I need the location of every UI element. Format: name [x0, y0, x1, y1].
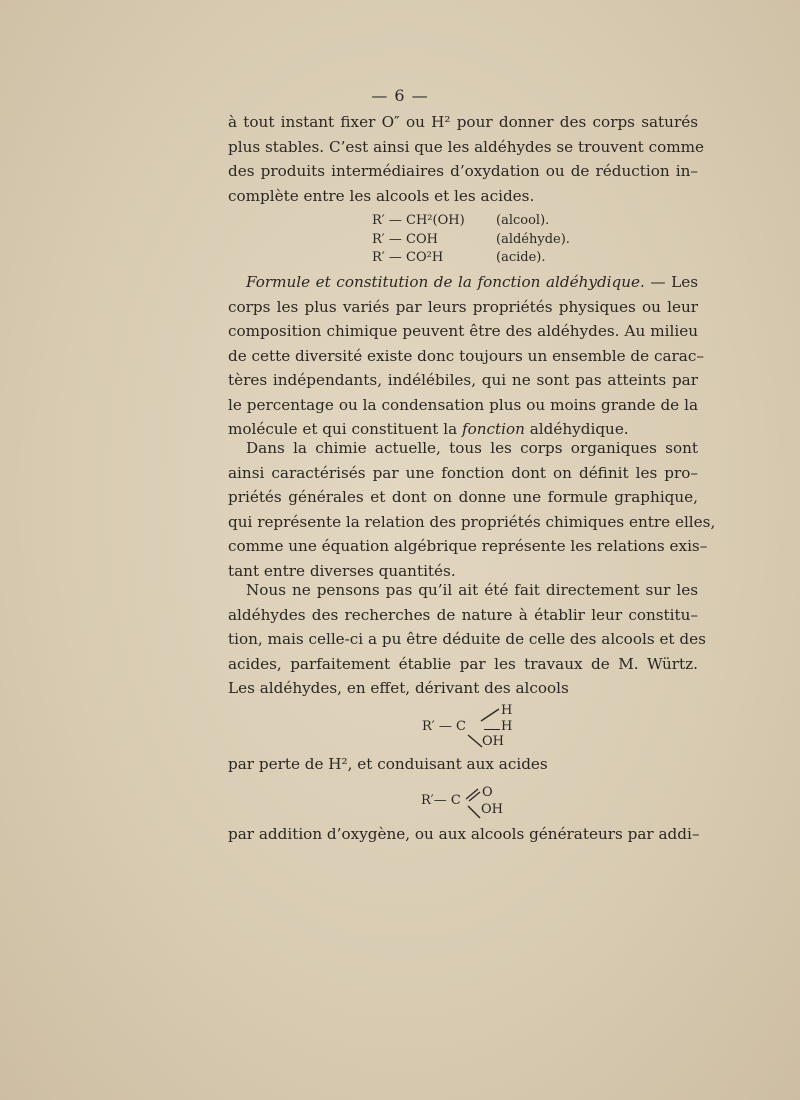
- structural-formula-acide: [421, 785, 521, 825]
- text-line: Les aldéhydes, en effet, dérivant des alcools: [228, 679, 569, 697]
- formula-name: (alcool).: [496, 213, 550, 228]
- text-line: tant entre diverses quantités.: [228, 561, 456, 580]
- struct-atom: OH: [482, 734, 504, 749]
- text-line: corps les plus variés par leurs propriétés physiques ou leur: [228, 297, 698, 316]
- paragraph-3: [228, 436, 716, 583]
- text-line: qui représente la relation des propriétés chimiques entre elles,: [228, 512, 716, 531]
- text-fragment: aldéhydique.: [529, 420, 629, 438]
- text-line: [228, 270, 698, 295]
- structural-formula-alcool: [422, 702, 532, 752]
- text-line: tères indépendants, indélébiles, qui ne sont pas atteints par: [228, 371, 698, 389]
- text-fragment: Les: [671, 273, 699, 291]
- formula: R′ — CH²(OH): [372, 213, 465, 228]
- struct-group: R′ — C: [422, 719, 466, 734]
- bond-up-icon: [480, 708, 500, 722]
- formula: R′ — COH: [372, 231, 438, 247]
- formula-row-acide: [372, 249, 606, 268]
- struct-atom: OH: [481, 802, 503, 817]
- formula-name: (acide).: [496, 250, 546, 265]
- text-line: Nous ne pensons pas qu’il ait été fait directement sur les: [246, 581, 698, 599]
- text-line: à tout instant fixer O″ ou H² pour donner des corps saturés: [228, 113, 698, 131]
- text-line: complète entre les alcools et les acides.: [228, 186, 535, 205]
- paragraph-1: [228, 110, 705, 208]
- formula-table: [372, 212, 606, 268]
- bond-down-icon: [467, 805, 481, 819]
- formula: R′ — CO²H: [372, 250, 444, 265]
- bond-down-icon: [467, 734, 483, 748]
- struct-atom: H: [501, 719, 513, 734]
- paragraph-4: [228, 578, 706, 701]
- text-line: composition chimique peuvent être des aldéhydes. Au milieu: [228, 322, 698, 340]
- text-line: le percentage ou la condensation plus ou moins grande de la: [228, 395, 698, 414]
- text-line: Dans la chimie actuelle, tous les corps organiques sont: [246, 439, 698, 457]
- struct-atom: H: [501, 703, 513, 718]
- formula-row-alcool: [372, 212, 606, 231]
- struct-group: R′— C: [421, 793, 461, 808]
- text-line: tion, mais celle-ci a pu être déduite de celle des alcools et des: [228, 630, 706, 648]
- struct-atom: O: [482, 785, 493, 800]
- section-heading: Formule et constitution de la fonction aldéhydique. —: [246, 273, 666, 291]
- text-line: des produits intermédiaires d’oxydation ou de réduction in–: [228, 162, 698, 180]
- text-line: ainsi caractérisés par une fonction dont on définit les pro–: [228, 463, 698, 482]
- paragraph-6: [228, 822, 698, 847]
- bond-line: [484, 729, 500, 730]
- formula-row-aldehyde: [372, 231, 606, 250]
- text-line: de cette diversité existe donc toujours un ensemble de carac–: [228, 346, 704, 365]
- paragraph-5: [228, 752, 698, 777]
- text-line: comme une équation algébrique représente les relations exis–: [228, 537, 708, 555]
- text-line: par addition d’oxygène, ou aux alcools générateurs par addi–: [228, 825, 700, 843]
- text-line: par perte de H², et conduisant aux acides: [228, 755, 548, 773]
- page-number: — 6 —: [371, 86, 429, 105]
- text-line: plus stables. C’est ainsi que les aldéhydes se trouvent comme: [228, 137, 705, 156]
- paragraph-2: [228, 270, 704, 442]
- text-fragment: molécule et qui constituent la: [228, 420, 458, 438]
- italic-word: fonction: [461, 420, 525, 438]
- text-line: aldéhydes des recherches de nature à établir leur constitu–: [228, 605, 698, 624]
- text-line: priétés générales et dont on donne une formule graphique,: [228, 488, 698, 506]
- text-line: acides, parfaitement établie par les travaux de M. Würtz.: [228, 654, 698, 673]
- double-bond-icon: [465, 788, 481, 802]
- formula-name: (aldéhyde).: [496, 231, 570, 247]
